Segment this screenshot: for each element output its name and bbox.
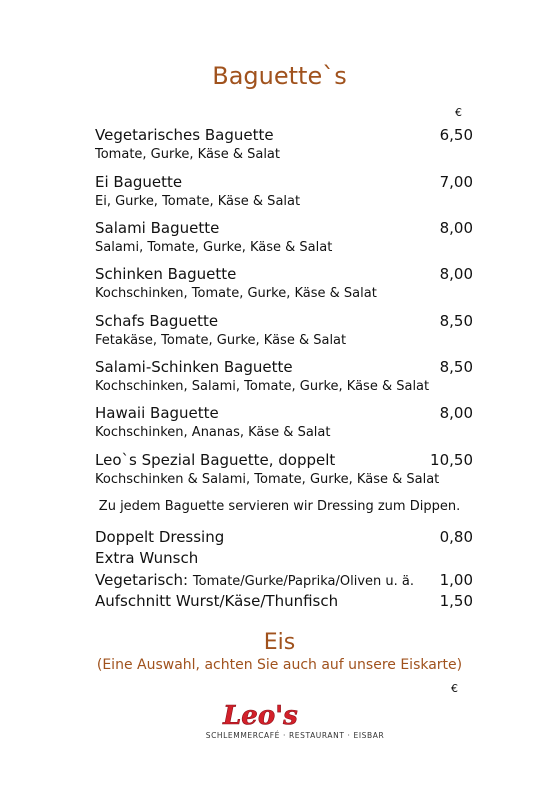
currency-label: € (455, 106, 462, 119)
item-name: Schafs Baguette (95, 312, 219, 330)
menu-item (95, 451, 473, 487)
item-name: Hawaii Baguette (95, 404, 219, 422)
extra-name: Aufschnitt Wurst/Käse/Thunfisch (95, 592, 339, 610)
extra-name: Doppelt Dressing (95, 528, 225, 546)
item-name: Leo`s Spezial Baguette, doppelt (95, 451, 336, 469)
extra-item (95, 592, 473, 612)
extra-price: 1,50 (439, 592, 473, 610)
item-name: Ei Baguette (95, 173, 183, 191)
leos-logo-mark (215, 702, 375, 728)
menu-item (95, 265, 473, 301)
item-name: Vegetarisches Baguette (95, 126, 274, 144)
extra-item (95, 571, 473, 591)
item-name: Salami-Schinken Baguette (95, 358, 293, 376)
eis-title: Eis (263, 630, 296, 655)
item-name: Schinken Baguette (95, 265, 237, 283)
logo-wordmark: Leo's (223, 702, 298, 728)
item-price: 8,00 (439, 265, 473, 283)
item-description: Tomate, Gurke, Käse & Salat (95, 147, 280, 162)
logo-tagline: SCHLEMMERCAFÉ · RESTAURANT · EISBAR (205, 731, 385, 740)
item-price: 8,00 (439, 404, 473, 422)
menu-item (95, 219, 473, 255)
menu-item (95, 312, 473, 348)
extra-price: 1,00 (439, 571, 473, 589)
item-description: Salami, Tomate, Gurke, Käse & Salat (95, 240, 333, 255)
item-description: Kochschinken, Tomate, Gurke, Käse & Salat (95, 286, 377, 301)
eis-subtitle: (Eine Auswahl, achten Sie auch auf unsere Eiskarte) (96, 657, 463, 673)
extra-item (95, 549, 473, 569)
item-price: 8,50 (439, 358, 473, 376)
menu-item (95, 358, 473, 394)
item-description: Kochschinken & Salami, Tomate, Gurke, Käse & Salat (95, 472, 440, 487)
item-price: 8,00 (439, 219, 473, 237)
extra-item (95, 528, 473, 548)
item-description: Kochschinken, Ananas, Käse & Salat (95, 425, 331, 440)
menu-item (95, 126, 473, 162)
item-price: 8,50 (439, 312, 473, 330)
item-price: 6,50 (439, 126, 473, 144)
extra-price: 0,80 (439, 528, 473, 546)
item-price: 10,50 (430, 451, 473, 469)
leos-logo (195, 702, 395, 742)
currency-label: € (451, 682, 458, 695)
extra-name: Vegetarisch: (95, 571, 189, 589)
menu-item (95, 173, 473, 209)
item-description: Fetakäse, Tomate, Gurke, Käse & Salat (95, 333, 347, 348)
item-price: 7,00 (439, 173, 473, 191)
item-description: Kochschinken, Salami, Tomate, Gurke, Käse & Salat (95, 379, 430, 394)
menu-item (95, 404, 473, 440)
extra-name: Extra Wunsch (95, 549, 199, 567)
item-name: Salami Baguette (95, 219, 220, 237)
extra-detail: Tomate/Gurke/Paprika/Oliven u. ä. (192, 574, 414, 589)
page-title: Baguette`s (212, 62, 347, 90)
item-description: Ei, Gurke, Tomate, Käse & Salat (95, 194, 301, 209)
dressing-note: Zu jedem Baguette servieren wir Dressing zum Dippen. (98, 499, 461, 514)
